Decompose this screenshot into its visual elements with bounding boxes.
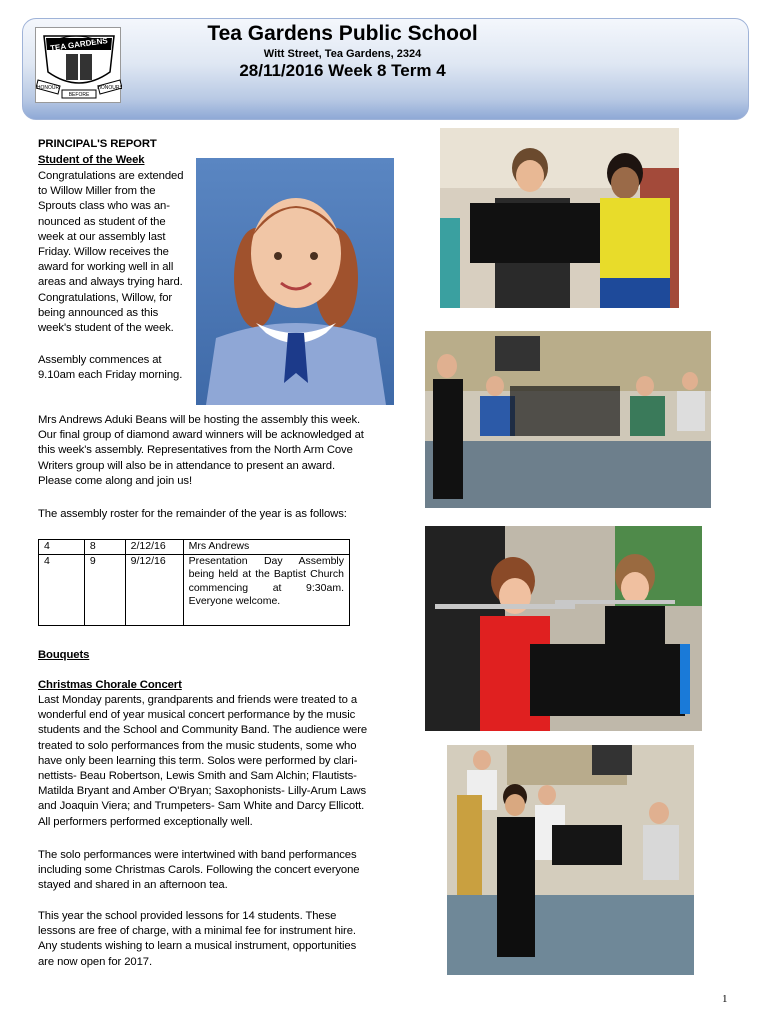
page-number: 1 [722,993,728,1005]
svg-text:BEFORE: BEFORE [68,92,90,98]
student-of-week-text: Congratulations are extended to Willow Miller from the Sprouts class who was an- nounced as student of the week at our assembly last Friday. Willow receives the award for working well in all areas and always trying hard. Congratulations, Willow, for being announced as this week's student of the week. [38,170,184,335]
school-name: Tea Gardens Public School [207,22,478,45]
svg-text:HONOURS: HONOURS [97,85,122,91]
roster-host: Mrs Andrews [183,540,349,555]
assembly-hosting-text: Mrs Andrews Aduki Beans will be hosting the assembly this week. Our final group of diamond award winners will be acknowledged at this week's assembly. Representatives from the North Arm Cove Writers group will also be in attendance to present an award. Please come along and join us! [38,414,364,487]
roster-host: Presentation Day Assembly being held at the Baptist Church commencing at 9:30am. Everyone welcome. [183,554,349,625]
roster-date: 9/12/16 [125,554,183,625]
assembly-time-text: Assembly commences at 9.10am each Friday morning. [38,354,183,382]
roster-term: 4 [39,540,85,555]
bouquets-heading: Bouquets [38,649,90,661]
band-photo-trumpet [447,745,694,975]
principal-report-heading: PRINCIPAL'S REPORT [38,138,157,150]
concert-paragraph-1: Last Monday parents, grandparents and friends were treated to a wonderful end of year musical concert performance by the music students and the School and Community Band. The audience were treated to solo performances from the music students, some who have only been learning this term. Solos were performed by clari- nettists- Beau Robertson, Lewis Smith and Sam Alchin; Flautists- Matilda Bryant and Amber O'Bryan; Saxophonists- Lilly-Arum Laws and Joaquin Viera; and Trumpeters- Sam White and Darcy Ellicott. All performers performed exceptionally well. [38,694,368,828]
date-line: 28/11/2016 Week 8 Term 4 [239,61,446,80]
band-photo-flutes [425,526,702,731]
roster-week: 9 [84,554,125,625]
svg-text:HONOUR: HONOUR [36,85,60,91]
concert-paragraph-2: The solo performances were intertwined with band performances including some Christmas Carols. Following the concert everyone stayed and shared in an afternoon tea. [38,849,360,892]
table-row [39,554,350,625]
school-address: Witt Street, Tea Gardens, 2324 [263,48,422,60]
concert-heading: Christmas Chorale Concert [38,679,182,691]
roster-week: 8 [84,540,125,555]
concert-paragraph-3: This year the school provided lessons for 14 students. These lessons are free of charge, with a minimal fee for instrument hire. Any students wishing to learn a musical instrument, opportunities are now open for 2017. [38,910,357,968]
band-photo-clarinets [440,128,679,308]
school-logo [35,27,121,103]
student-of-week-heading: Student of the Week [38,154,145,166]
table-row [39,540,350,555]
student-photo [196,158,394,405]
svg-text:TEA GARDENS: TEA GARDENS [49,36,109,53]
band-photo-group [425,331,711,508]
assembly-roster-table [38,539,350,626]
roster-date: 2/12/16 [125,540,183,555]
roster-intro: The assembly roster for the remainder of the year is as follows: [38,508,347,520]
roster-term: 4 [39,554,85,625]
